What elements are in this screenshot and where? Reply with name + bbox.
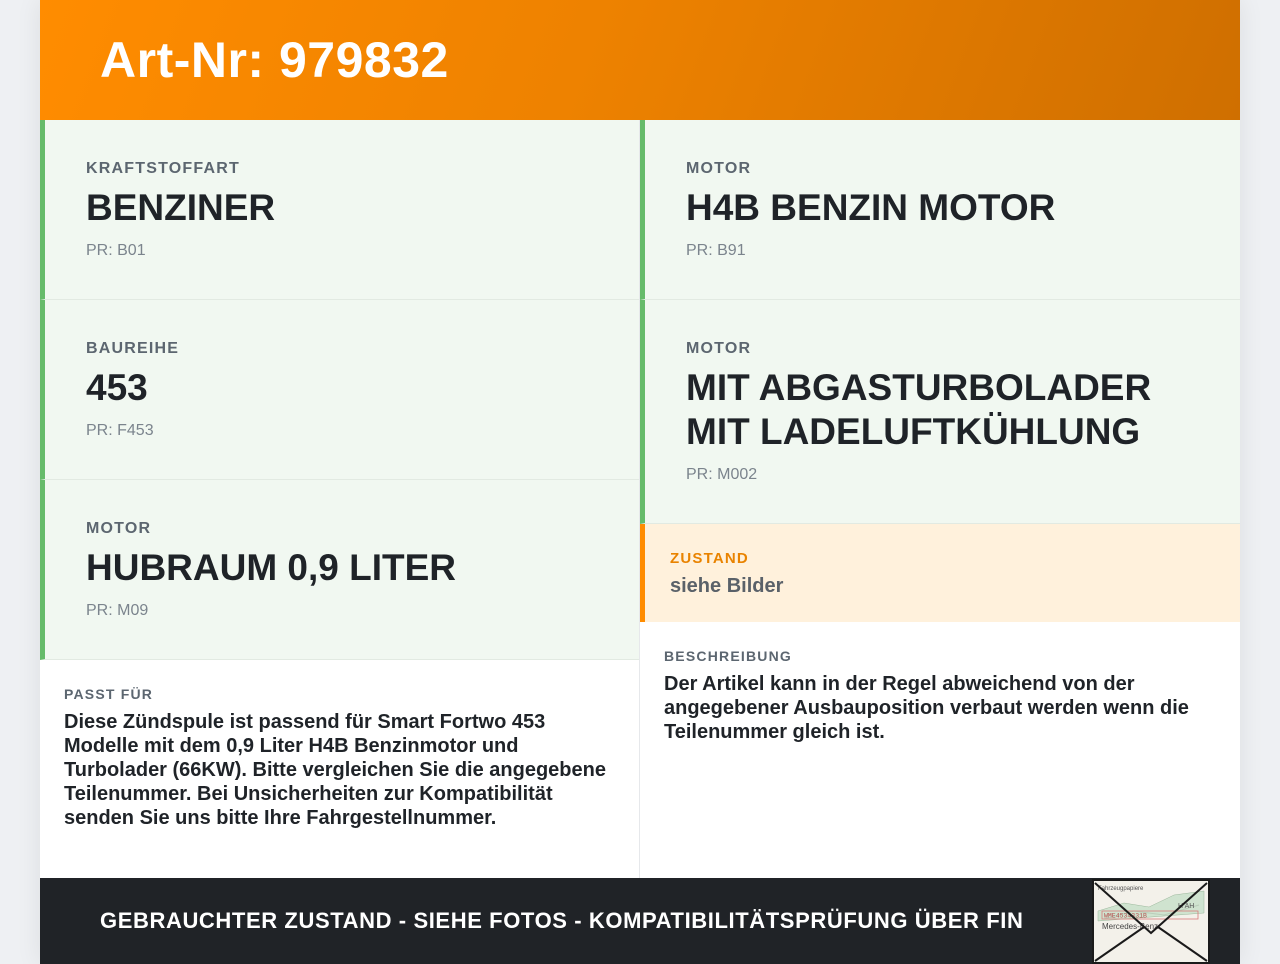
thumb-make: Mercedes-Benz <box>1102 922 1159 931</box>
spec-pr-code: PR: M09 <box>86 602 149 619</box>
spec-pr-code: PR: F453 <box>86 422 154 439</box>
footer-banner-text: GEBRAUCHTER ZUSTAND - SIEHE FOTOS - KOMPATIBILITÄTSPRÜFUNG ÜBER FIN <box>100 908 1024 933</box>
product-sheet <box>40 0 1240 964</box>
spec-card-fuel-type <box>40 120 639 300</box>
description-section <box>640 622 1240 744</box>
spec-pr-code: PR: B01 <box>86 242 146 259</box>
condition-label: ZUSTAND <box>670 550 749 567</box>
condition-value: siehe Bilder <box>670 575 784 597</box>
vehicle-document-thumbnail[interactable] <box>1092 879 1210 964</box>
footer-bar <box>40 878 1240 964</box>
spec-pr-code: PR: M002 <box>686 466 758 483</box>
spec-value: 453 <box>86 367 148 408</box>
spec-label: BAUREIHE <box>86 340 180 357</box>
thumb-code: H AH <box>1178 903 1195 910</box>
thumb-vin: WME4534331B <box>1104 912 1147 920</box>
condition-box <box>640 524 1240 622</box>
description-label: BESCHREIBUNG <box>664 648 792 664</box>
spec-value: BENZINER <box>86 187 276 228</box>
spec-columns <box>40 120 1240 878</box>
spec-label: KRAFTSTOFFART <box>86 160 240 177</box>
spec-label: MOTOR <box>86 520 152 537</box>
fits-section <box>40 660 639 830</box>
spec-card-engine <box>640 120 1240 300</box>
fits-text: Diese Zündspule ist passend für Smart Fortwo 453 Modelle mit dem 0,9 Liter H4B Benzinmotor und Turbolader (66KW). Bitte vergleichen Sie die angegebene Teilenummer. Bei Unsicherheiten zur Kompatibilität senden Sie uns bitte Ihre Fahrgestellnummer. <box>64 711 606 829</box>
header-bar <box>40 0 1240 120</box>
spec-card-turbo <box>640 300 1240 524</box>
spec-value: HUBRAUM 0,9 LITER <box>86 547 457 588</box>
spec-value: MIT ABGASTURBOLADER MIT LADELUFTKÜHLUNG <box>686 367 1152 452</box>
spec-value: H4B BENZIN MOTOR <box>686 187 1056 228</box>
spec-card-displacement <box>40 480 639 660</box>
spec-pr-code: PR: B91 <box>686 242 746 259</box>
left-column <box>40 120 640 878</box>
spec-label: MOTOR <box>686 340 752 357</box>
article-number-title: Art-Nr: 979832 <box>100 32 449 88</box>
document-image <box>1094 881 1208 962</box>
spec-card-series <box>40 300 639 480</box>
spec-label: MOTOR <box>686 160 752 177</box>
description-text: Der Artikel kann in der Regel abweichend von der angegebener Ausbauposition verbaut werden wenn die Teilenummer gleich ist. <box>664 673 1189 743</box>
thumb-caption: Fahrzeugpapiere <box>1098 886 1144 892</box>
right-column <box>640 120 1240 878</box>
fits-label: PASST FÜR <box>64 686 154 702</box>
